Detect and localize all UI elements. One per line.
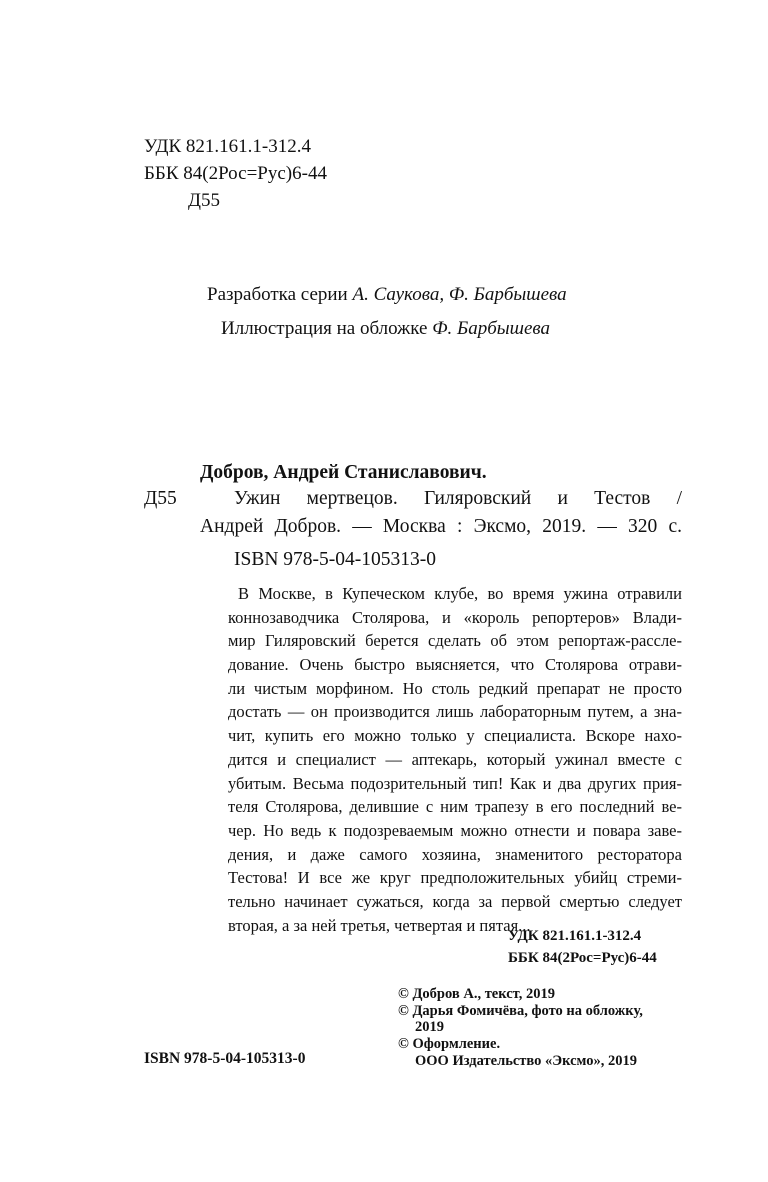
annotation-line: тельно начинает сужаться, когда за первой смертью следует bbox=[228, 891, 682, 911]
annotation-line: убитым. Весьма подозрительный тип! Как и два других прия- bbox=[228, 773, 682, 793]
series-credit-label: Разработка серии bbox=[207, 284, 353, 305]
catalog-cutter: Д55 bbox=[144, 488, 177, 509]
udk-code: УДК 821.161.1-312.4 bbox=[144, 136, 311, 157]
copyright-line: © Добров А., текст, 2019 bbox=[398, 986, 555, 1002]
annotation-line: дится и специалист — аптекарь, который ужинал вместе с bbox=[228, 749, 682, 769]
annotation-line: Тестова! И все же круг предположительных убийц стреми- bbox=[228, 868, 682, 888]
annotation bbox=[228, 582, 682, 937]
copyright-line: ООО Издательство «Эксмо», 2019 bbox=[415, 1053, 637, 1069]
copyright-line: 2019 bbox=[415, 1019, 444, 1035]
annotation-line: достать — он производится лишь лабораторным путем, а зна- bbox=[228, 702, 682, 722]
annotation-line: дование. Очень быстро выясняется, что Столярова отрави- bbox=[228, 655, 682, 675]
catalog-title-line: Ужин мертвецов. Гиляровский и Тестов / bbox=[234, 488, 682, 509]
cover-credit-label: Иллюстрация на обложке bbox=[221, 318, 433, 339]
annotation-line: дения, и даже самого хозяина, знаменитого ресторатора bbox=[228, 844, 682, 864]
bottom-bbk: ББК 84(2Рос=Рус)6-44 bbox=[508, 950, 657, 966]
cover-credit-author: Ф. Барбышева bbox=[432, 318, 551, 339]
catalog-isbn: ISBN 978-5-04-105313-0 bbox=[234, 549, 437, 570]
bottom-isbn: ISBN 978-5-04-105313-0 bbox=[144, 1050, 306, 1067]
copyright-line: © Оформление. bbox=[398, 1036, 501, 1052]
annotation-line: коннозаводчика Столярова, и «король репортеров» Влади- bbox=[228, 607, 682, 627]
cover-credit bbox=[221, 318, 550, 340]
bbk-code: ББК 84(2Рос=Рус)6-44 bbox=[144, 163, 327, 184]
annotation-line: теля Столярова, делившие с ним трапезу в его последний ве- bbox=[228, 797, 682, 817]
annotation-line: ли чистым морфином. Но столь редкий препарат не просто bbox=[228, 678, 682, 698]
annotation-line: вторая, а за ней третья, четвертая и пятая... bbox=[228, 915, 531, 935]
series-credit bbox=[207, 284, 567, 306]
annotation-line: чит, купить его можно только у специалиста. Вскоре нахо- bbox=[228, 726, 682, 746]
author-heading: Добров, Андрей Станиславович. bbox=[200, 462, 487, 483]
copyright-line: © Дарья Фомичёва, фото на обложку, bbox=[398, 1003, 643, 1019]
annotation-line: В Москве, в Купеческом клубе, во время ужина отравили bbox=[238, 584, 682, 603]
bottom-udk: УДК 821.161.1-312.4 bbox=[508, 928, 642, 944]
annotation-line: чер. Но ведь к подозреваемым можно отнести и повара заве- bbox=[228, 820, 682, 840]
annotation-line: мир Гиляровский берется сделать об этом репортаж-рассле- bbox=[228, 631, 682, 651]
series-credit-authors: А. Саукова, Ф. Барбышева bbox=[352, 284, 567, 305]
cutter-code: Д55 bbox=[188, 190, 220, 211]
catalog-title-line: Андрей Добров. — Москва : Эксмо, 2019. — 320 с. bbox=[200, 516, 682, 537]
